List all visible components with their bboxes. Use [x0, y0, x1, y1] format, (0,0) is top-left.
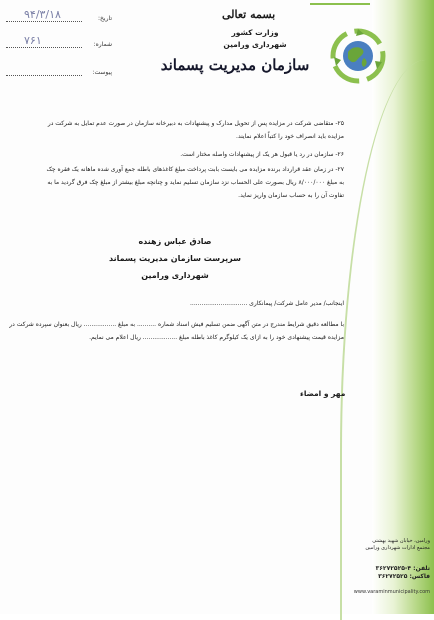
attachment-field: [6, 66, 112, 80]
bidder-form-line-1: اینجانب/ مدیر عامل شرکت/ پیمانکاری ..............................: [190, 300, 344, 307]
number-label: شماره:: [93, 41, 112, 48]
clause-26: ۲۶- سازمان در رد یا قبول هر یک از پیشنهادات واصله مختار است.: [180, 151, 344, 158]
clause-25: ۲۵- متقاضی شرکت در مزایده پس از تحویل مدارک و پیشنهادات به دبیرخانه سازمان در صورت عدم تمایل به شرکت در مزایده باید انصراف خود را کتباً اعلام نمایند.: [47, 120, 344, 140]
bidder-form-line-2: با مطالعه دقیق شرایط مندرج در متن آگهی ضمن تسلیم فیش اسناد شماره .......... به مبلغ ................. ریال بعنوان سپرده شرکت در مزایده قیمت پیشنهادی خود را به ازای یک کیلوگرم کاغذ باطله مبلغ .................. ریال اعلام می نمایم.: [9, 321, 344, 341]
attachment-dotted-line: [6, 75, 82, 76]
number-dotted-line: [6, 47, 82, 48]
number-value: ۷۶۱: [24, 34, 42, 47]
date-dotted-line: [6, 21, 82, 22]
number-field: [6, 34, 112, 52]
clause-27: ۲۷- در زمان عقد قرارداد برنده مزایده می بایست بابت پرداخت مبلغ کاغذهای باطله جمع آوری شده ماهانه یک فقره چک به مبلغ ۸/۰۰۰/۰۰۰ ریال بصورت علی الحساب نزد سازمان تسلیم نماید و چنانچه مبلغ بیشتر از مبلغ چک فرق گردید ما به تفاوت آن را به حساب سازمان واریز نماید.: [46, 166, 344, 199]
basmala-heading: بسمه تعالی: [222, 8, 276, 21]
footer-address: ورامین، خیابان شهید بهشتی مجتمع ادارات شهرداری ورامین: [365, 538, 430, 551]
recycling-globe-logo: [330, 28, 386, 84]
footer-fax: فاکس: ۳۶۲۷۲۵۲۵: [378, 573, 430, 580]
attachment-label: پیوست:: [92, 69, 112, 76]
date-field: [6, 8, 112, 26]
municipality-name: شهرداری ورامین: [223, 40, 287, 49]
signatory-city: شهرداری ورامین: [141, 271, 209, 280]
signatory-name: صادق عباس زهنده: [138, 237, 212, 246]
footer-phone: تلفن: ۴-۳۶۲۷۲۵۲۵: [375, 565, 430, 572]
seal-and-signature-label: مهر و امضاء: [300, 389, 346, 398]
header-green-line: [310, 3, 370, 5]
signatory-title: سرپرست سازمان مدیریت پسماند: [109, 254, 241, 263]
footer-website[interactable]: www.varaminmunicipality.com: [353, 589, 430, 595]
decorative-green-curve: [340, 60, 434, 620]
date-label: تاریخ:: [98, 15, 112, 22]
organization-title: سازمان مدیریت پسماند: [160, 56, 310, 74]
date-value: ۹۴/۳/۱۸: [24, 8, 61, 21]
ministry-name: وزارت کشور: [231, 28, 279, 37]
